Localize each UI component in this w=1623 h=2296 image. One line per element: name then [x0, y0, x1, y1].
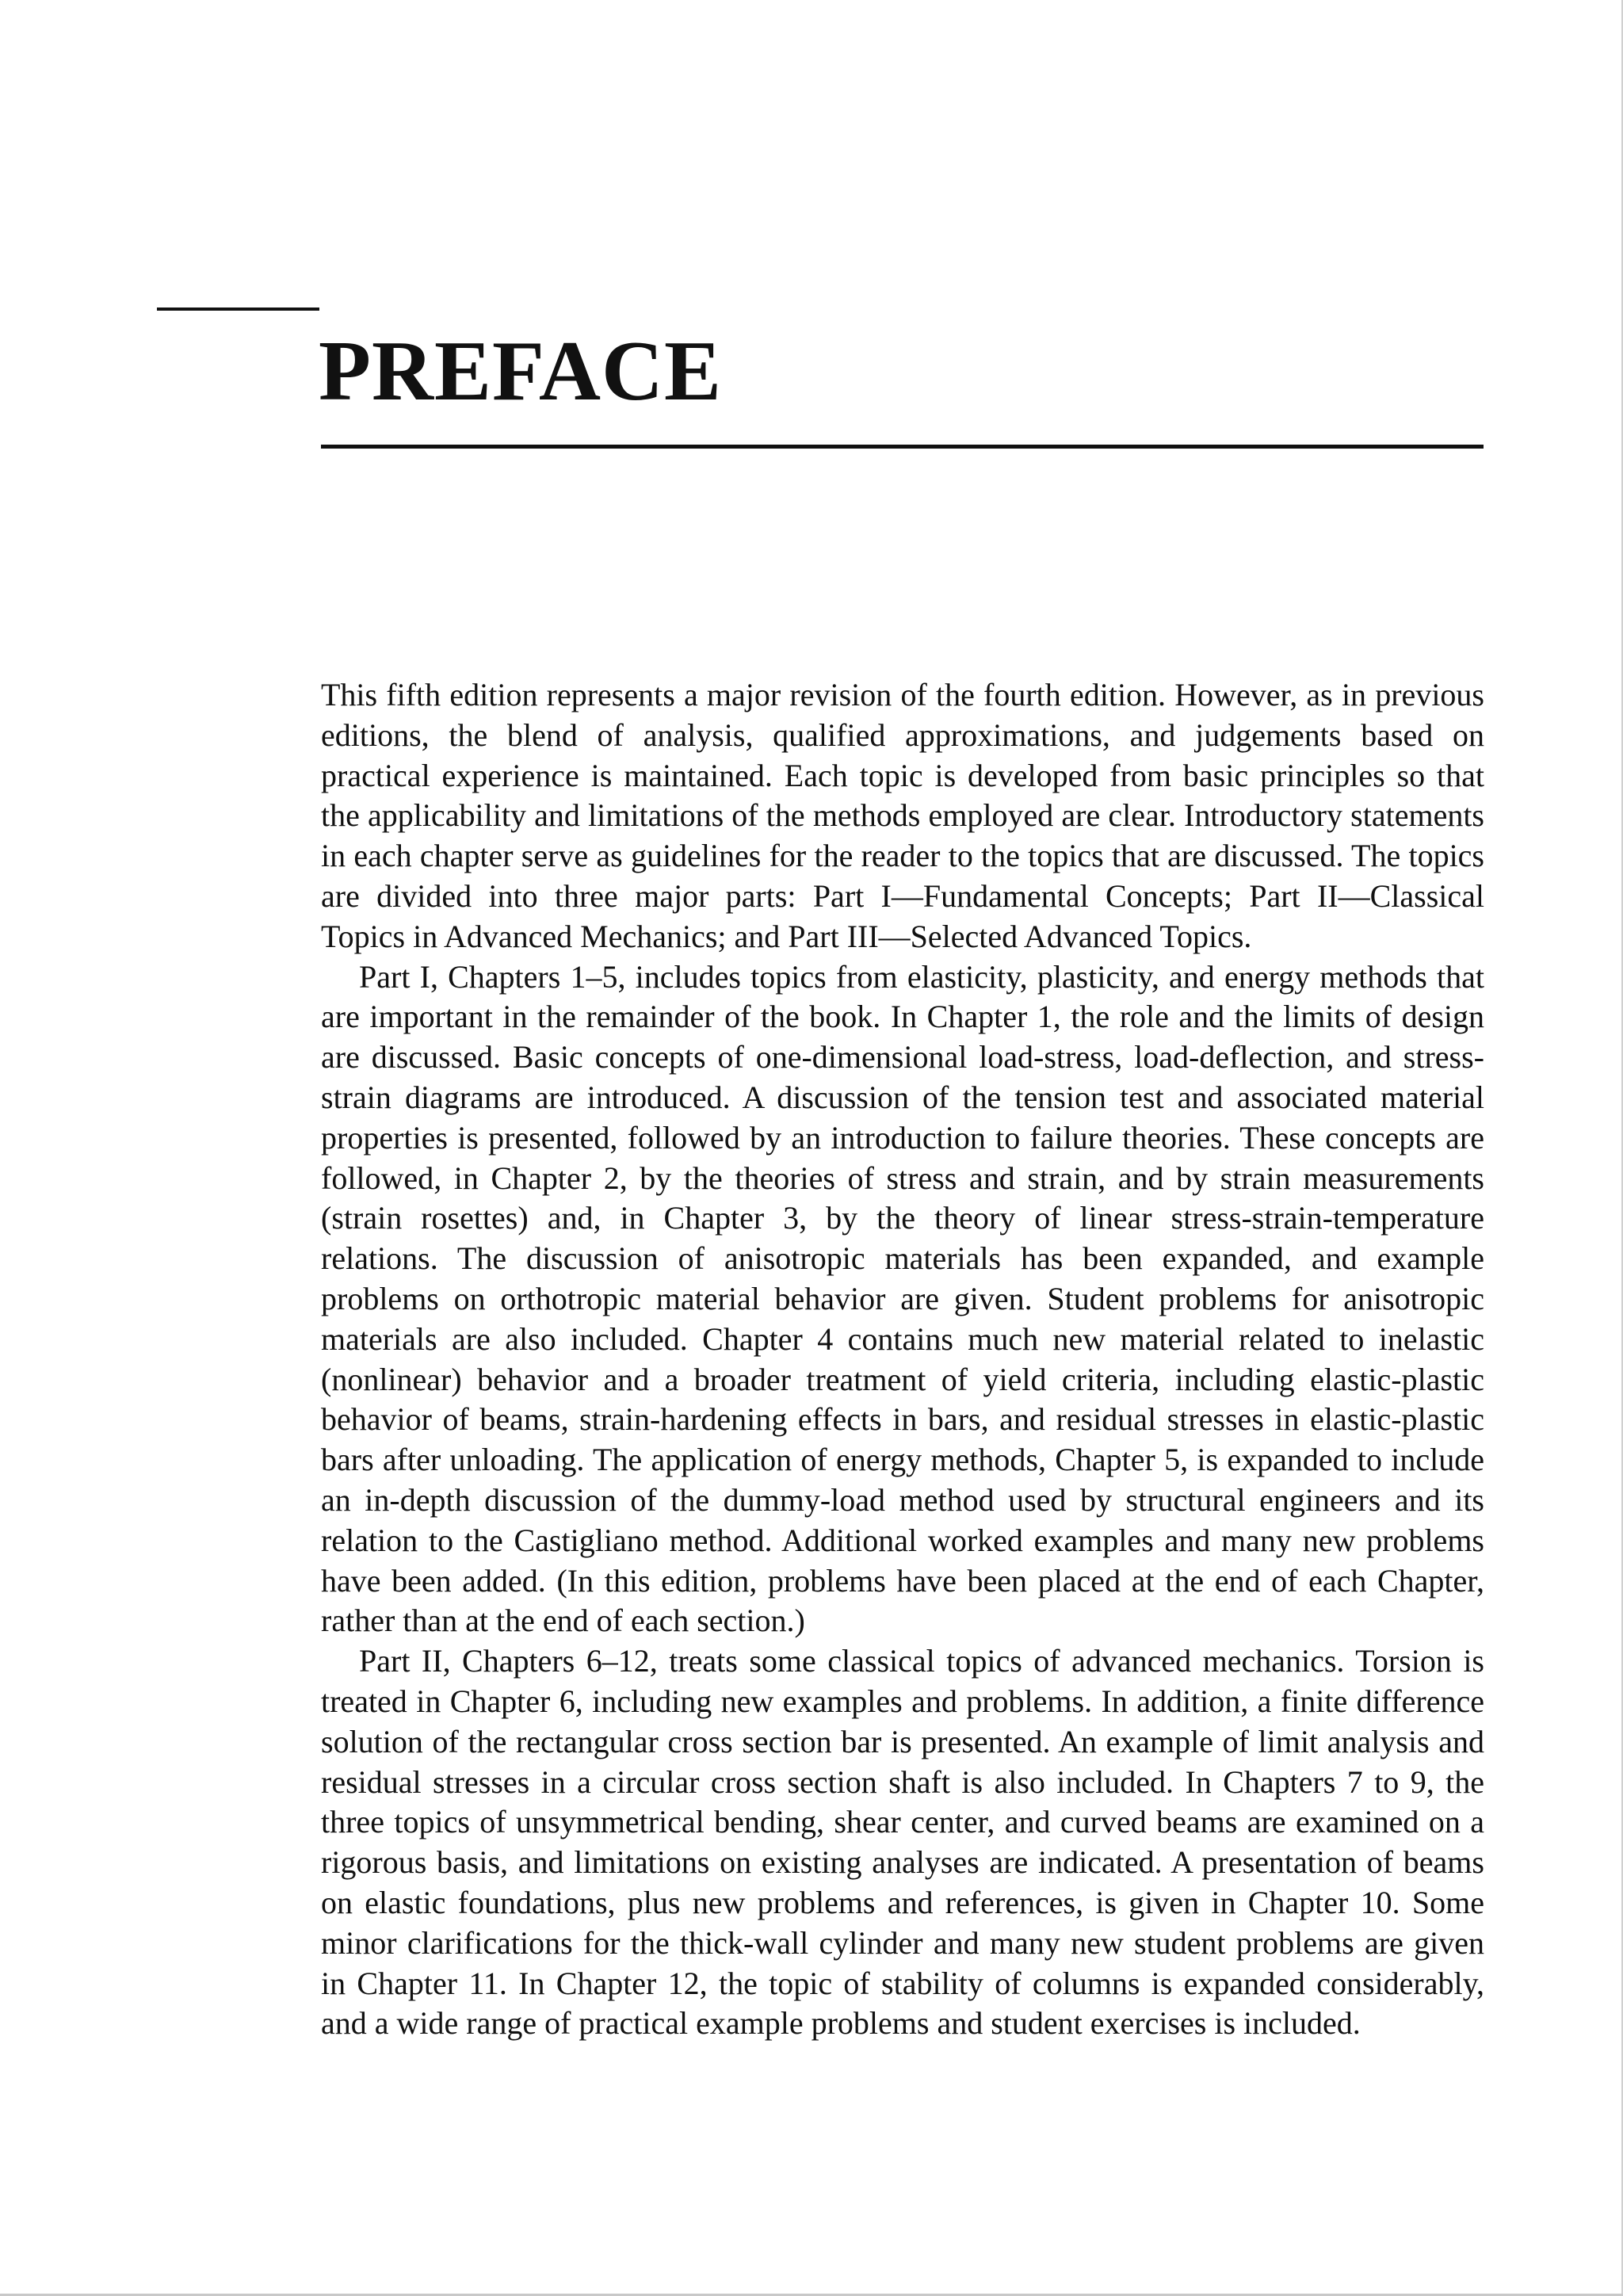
paragraph-1: This fifth edition represents a major revision of the fourth edition. However, as in previous editions, the blend of analysis, qualified approximations, and judgements based on practical experience is maintained. Each topic is developed from basic principles so that the applicability and limitations of the methods employed are clear. Introductory statements in each chapter serve as guidelines for the reader to the topics that are discussed. The topics are divided into three major parts: Part I—Fundamental Concepts; Part II—Classical Topics in Advanced Mechanics; and Part III—Selected Advanced Topics.	[321, 677, 1484, 954]
paragraph-2: Part I, Chapters 1–5, includes topics from elasticity, plasticity, and energy methods that are important in the remainder of the book. In Chapter 1, the role and the limits of design are discussed. Basic concepts of one-dimensional load-stress, load-deflection, and stress-strain diagrams are introduced. A discussion of the tension test and associated material properties is presented, followed by an introduction to failure theories. These concepts are followed, in Chapter 2, by the theories of stress and strain, and by strain measurements (strain rosettes) and, in Chapter 3, by the theory of linear stress-strain-temperature relations. The discussion of anisotropic materials has been expanded, and example problems on orthotropic material behavior are given. Student problems for anisotropic materials are also included. Chapter 4 contains much new material related to inelastic (nonlinear) behavior and a broader treatment of yield criteria, including elastic-plastic behavior of beams, strain-hardening effects in bars, and residual stresses in elastic-plastic bars after unloading. The application of energy methods, Chapter 5, is expanded to include an in-depth discussion of the dummy-load method used by structural engineers and its relation to the Castigliano method. Additional worked examples and many new problems have been added. (In this edition, problems have been placed at the end of each Chapter, rather than at the end of each section.)	[321, 958, 1484, 1639]
paragraph-3: Part II, Chapters 6–12, treats some classical topics of advanced mechanics. Torsion is treated in Chapter 6, including new examples and problems. In addition, a finite difference solution of the rectangular cross section bar is presented. An example of limit analysis and residual stresses in a circular cross section shaft is also included. In Chapters 7 to 9, the three topics of unsymmetrical bending, shear center, and curved beams are examined on a rigorous basis, and limitations on existing analyses are indicated. A presentation of beams on elastic foundations, plus new problems and references, is given in Chapter 10. Some minor clarifications for the thick-wall cylinder and many new student problems are given in Chapter 11. In Chapter 12, the topic of stability of columns is expanded considerably, and a wide range of practical example problems and student exercises is included.	[321, 1643, 1484, 2042]
title-long-rule	[321, 445, 1484, 449]
page-title: PREFACE	[319, 324, 722, 418]
title-short-rule	[157, 308, 319, 311]
body-text	[321, 675, 1484, 2044]
